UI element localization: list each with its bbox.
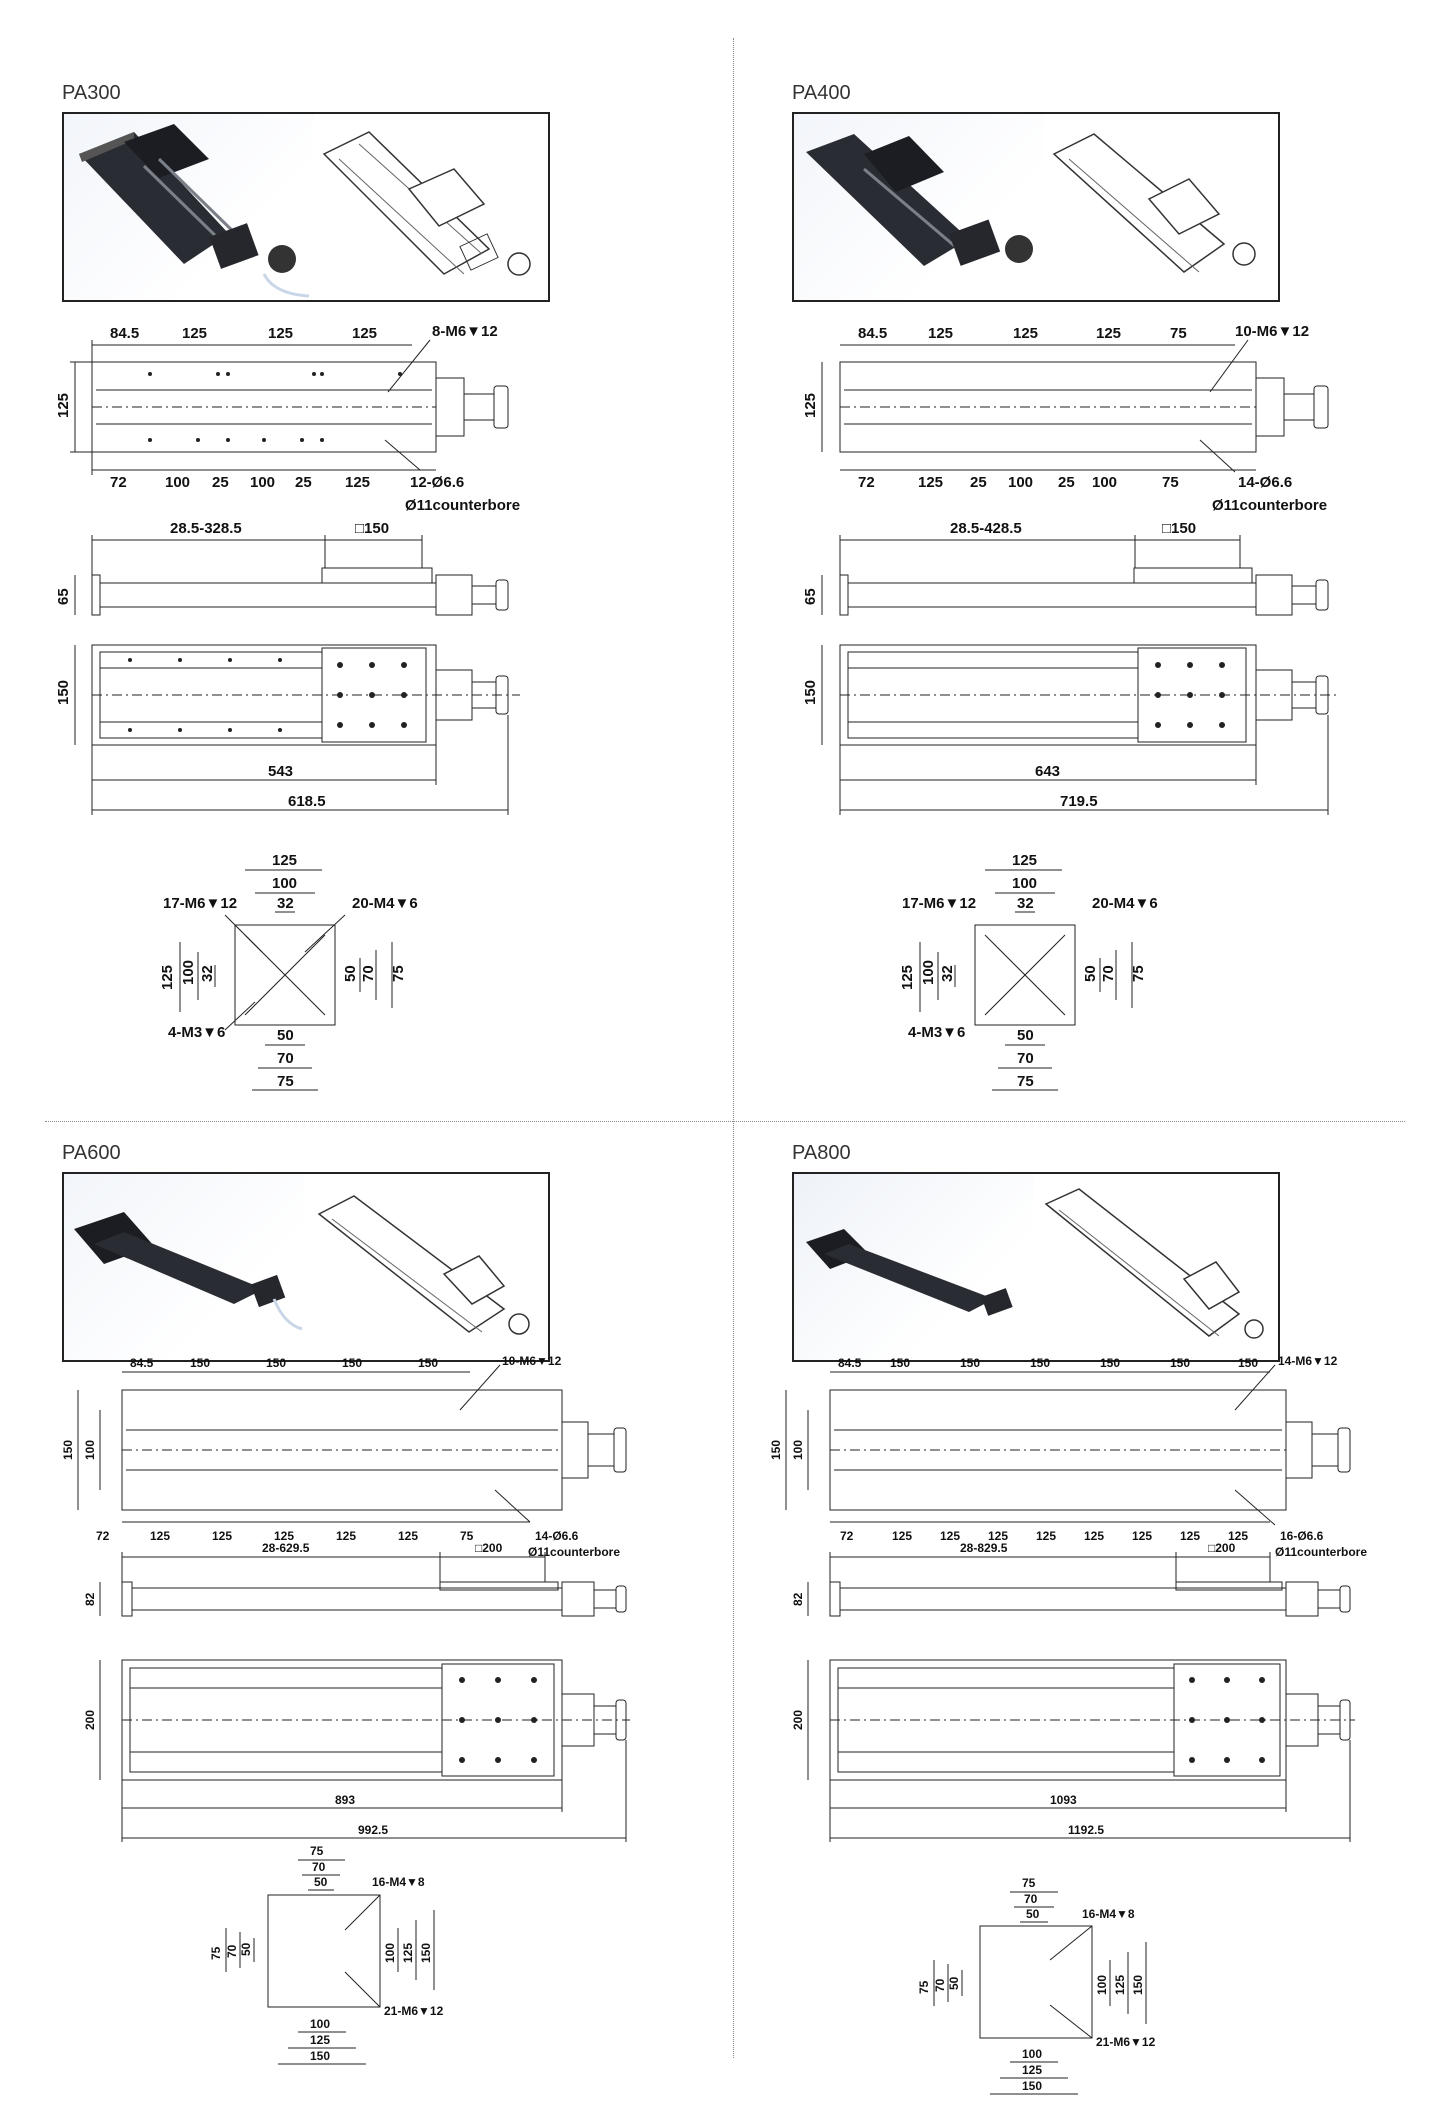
dim-side-height: 65 (55, 588, 72, 605)
dim-bottom-5: 125 (345, 474, 371, 491)
dim-bottom-3: 125 (274, 1529, 295, 1543)
dim-table-size: □150 (355, 520, 390, 537)
dim-r70: 70 (1100, 965, 1117, 982)
dim-stroke: 28.5-328.5 (170, 520, 242, 537)
dim-b150: 150 (1022, 2079, 1043, 2093)
callout-threads-3: 4-M3▼6 (908, 1024, 966, 1041)
dim-bottom-0: 72 (840, 1529, 854, 1543)
dim-bottom-5: 125 (1084, 1529, 1105, 1543)
dim-bottom-3: 100 (250, 474, 276, 491)
dim-t75: 75 (310, 1844, 324, 1858)
dim-side-height: 82 (83, 1592, 97, 1606)
dim-bottom-0: 72 (110, 474, 127, 491)
dim-table-size: □200 (475, 1541, 503, 1555)
dim-t75: 75 (1022, 1876, 1036, 1890)
dim-top-4: 150 (1100, 1356, 1121, 1370)
callout-bottom: 14-Ø6.6 (1238, 474, 1293, 491)
dim-top-2: 125 (268, 325, 294, 342)
dim-bottom-3: 125 (988, 1529, 1009, 1543)
dim-bottom-1: 100 (165, 474, 191, 491)
dim-b100: 100 (1022, 2047, 1043, 2061)
dim-height: 150 (61, 1439, 75, 1460)
dim-b125: 125 (310, 2033, 331, 2047)
dim-height: 125 (55, 392, 72, 418)
dim-top-6: 150 (1238, 1356, 1259, 1370)
dim-bottom-6: 125 (1132, 1529, 1153, 1543)
callout-threads-2: 21-M6▼12 (1096, 2035, 1156, 2049)
technical-drawing (730, 0, 1450, 1090)
dim-t125: 125 (272, 852, 298, 869)
dim-l75: 75 (917, 1980, 931, 1994)
dim-top-4: 75 (1170, 325, 1187, 342)
dim-bottom-2: 125 (212, 1529, 233, 1543)
dim-height-2: 100 (83, 1439, 97, 1460)
dim-l75: 75 (209, 1946, 223, 1960)
dim-b125: 125 (1022, 2063, 1043, 2077)
dim-top-1: 125 (182, 325, 208, 342)
callout-bottom: 12-Ø6.6 (410, 474, 465, 491)
dim-top-3: 150 (1030, 1356, 1051, 1370)
callout-threads-3: 4-M3▼6 (168, 1024, 226, 1041)
dim-b75: 75 (277, 1073, 294, 1090)
technical-drawing (0, 0, 720, 1090)
dim-l125: 125 (159, 964, 176, 990)
dim-bottom-4: 25 (295, 474, 312, 491)
dim-l100: 100 (180, 959, 197, 985)
dim-r150: 150 (1131, 1974, 1145, 1995)
dim-length-total: 719.5 (1060, 793, 1098, 810)
dim-bottom-5: 125 (398, 1529, 419, 1543)
dim-t32: 32 (1017, 895, 1034, 912)
dim-height: 150 (769, 1439, 783, 1460)
dim-r125: 125 (1113, 1974, 1127, 1995)
dim-top-1: 125 (928, 325, 954, 342)
dim-bottom-5: 100 (1092, 474, 1118, 491)
dim-top-4: 150 (418, 1356, 439, 1370)
model-title: PA800 (792, 1142, 851, 1164)
dim-b50: 50 (1017, 1027, 1034, 1044)
callout-top: 8-M6▼12 (432, 323, 498, 340)
dim-b70: 70 (1017, 1050, 1034, 1067)
dim-bottom-8: 125 (1228, 1529, 1249, 1543)
dim-bottom-6: 75 (1162, 474, 1179, 491)
dim-side-height: 65 (802, 588, 819, 605)
dim-l125: 125 (899, 964, 916, 990)
dim-l32: 32 (939, 965, 956, 982)
dim-t50: 50 (1026, 1907, 1040, 1921)
dim-r100: 100 (383, 1942, 397, 1963)
product-pa400 (730, 0, 1450, 1090)
callout-threads-2: 20-M4▼6 (1092, 895, 1158, 912)
dim-bottom-2: 25 (970, 474, 987, 491)
dim-top-0: 84.5 (130, 1356, 154, 1370)
dim-t50: 50 (314, 1875, 328, 1889)
dim-top-1: 150 (190, 1356, 211, 1370)
dim-stroke: 28.5-428.5 (950, 520, 1022, 537)
technical-drawing (730, 1060, 1450, 2120)
dim-r150: 150 (419, 1942, 433, 1963)
dim-length-total: 992.5 (358, 1823, 389, 1837)
dim-r125: 125 (401, 1942, 415, 1963)
dim-bottom-2: 25 (212, 474, 229, 491)
dim-t70: 70 (312, 1860, 326, 1874)
callout-bottom: 14-Ø6.6 (535, 1529, 579, 1543)
dim-top-3: 125 (1096, 325, 1122, 342)
technical-drawing (0, 1060, 720, 2120)
dim-top-2: 150 (960, 1356, 981, 1370)
dim-bottom-7: 125 (1180, 1529, 1201, 1543)
dim-side-height: 82 (791, 1592, 805, 1606)
dim-top-3: 125 (352, 325, 378, 342)
dim-length-total: 1192.5 (1068, 1823, 1105, 1837)
dim-t32: 32 (277, 895, 294, 912)
dim-top-3: 150 (342, 1356, 363, 1370)
counterbore-note: Ø11counterbore (405, 497, 521, 514)
dim-top-0: 84.5 (838, 1356, 862, 1370)
dim-bottom-4: 25 (1058, 474, 1075, 491)
dim-l70: 70 (933, 1978, 947, 1992)
dim-r70: 70 (360, 965, 377, 982)
model-title: PA400 (792, 82, 851, 104)
dim-r50: 50 (342, 965, 359, 982)
callout-threads-1: 16-M4▼8 (372, 1875, 425, 1889)
dim-b70: 70 (277, 1050, 294, 1067)
dim-top-0: 84.5 (110, 325, 140, 342)
dim-top-5: 150 (1170, 1356, 1191, 1370)
counterbore-note: Ø11counterbore (1275, 1545, 1368, 1559)
dim-bottom-6: 75 (460, 1529, 474, 1543)
dim-top-0: 84.5 (858, 325, 888, 342)
dim-bottom-1: 125 (150, 1529, 171, 1543)
dim-table-size: □200 (1208, 1541, 1236, 1555)
dim-t100: 100 (1012, 875, 1038, 892)
dim-l100: 100 (920, 959, 937, 985)
model-title: PA300 (62, 82, 121, 104)
dim-bottom-4: 125 (336, 1529, 357, 1543)
dim-plan-width: 150 (802, 679, 819, 705)
dim-plan-width: 200 (791, 1709, 805, 1730)
dim-plan-width: 200 (83, 1709, 97, 1730)
counterbore-note: Ø11counterbore (1212, 497, 1328, 514)
dim-r75: 75 (390, 965, 407, 982)
dim-l32: 32 (199, 965, 216, 982)
dim-bottom-0: 72 (858, 474, 875, 491)
dim-bottom-1: 125 (892, 1529, 913, 1543)
dim-b50: 50 (277, 1027, 294, 1044)
callout-threads-1: 17-M6▼12 (902, 895, 977, 912)
dim-bottom-0: 72 (96, 1529, 110, 1543)
dim-bottom-3: 100 (1008, 474, 1034, 491)
dim-length-inner: 643 (1035, 763, 1061, 780)
dim-r75: 75 (1130, 965, 1147, 982)
counterbore-note: Ø11counterbore (528, 1545, 621, 1559)
dim-top-2: 150 (266, 1356, 287, 1370)
dim-plan-width: 150 (55, 679, 72, 705)
dim-top-1: 150 (890, 1356, 911, 1370)
dim-bottom-4: 125 (1036, 1529, 1057, 1543)
dim-bottom-2: 125 (940, 1529, 961, 1543)
dim-r50: 50 (1082, 965, 1099, 982)
dim-top-2: 125 (1013, 325, 1039, 342)
callout-threads-1: 17-M6▼12 (163, 895, 238, 912)
callout-bottom: 16-Ø6.6 (1280, 1529, 1324, 1543)
callout-threads-2: 20-M4▼6 (352, 895, 418, 912)
dim-length-inner: 893 (335, 1793, 356, 1807)
dim-length-inner: 543 (268, 763, 294, 780)
callout-top: 10-M6▼12 (502, 1354, 562, 1368)
callout-threads-2: 21-M6▼12 (384, 2004, 444, 2018)
dim-length-total: 618.5 (288, 793, 326, 810)
dim-l50: 50 (239, 1942, 253, 1956)
dim-height: 125 (802, 392, 819, 418)
dim-bottom-1: 125 (918, 474, 944, 491)
dim-b75: 75 (1017, 1073, 1034, 1090)
product-pa800 (730, 1060, 1450, 2120)
product-pa600 (0, 1060, 720, 2120)
dim-t125: 125 (1012, 852, 1038, 869)
dim-b100: 100 (310, 2017, 331, 2031)
dim-height-2: 100 (791, 1439, 805, 1460)
dim-l70: 70 (225, 1944, 239, 1958)
model-title: PA600 (62, 1142, 121, 1164)
callout-top: 10-M6▼12 (1235, 323, 1310, 340)
product-pa300 (0, 0, 720, 1090)
dim-b150: 150 (310, 2049, 331, 2063)
dim-length-inner: 1093 (1050, 1793, 1077, 1807)
dim-t100: 100 (272, 875, 298, 892)
dim-l50: 50 (947, 1976, 961, 1990)
callout-top: 14-M6▼12 (1278, 1354, 1338, 1368)
dim-t70: 70 (1024, 1892, 1038, 1906)
callout-threads-1: 16-M4▼8 (1082, 1907, 1135, 1921)
dim-table-size: □150 (1162, 520, 1197, 537)
dim-stroke: 28-829.5 (960, 1541, 1008, 1555)
dim-stroke: 28-629.5 (262, 1541, 310, 1555)
dim-r100: 100 (1095, 1974, 1109, 1995)
